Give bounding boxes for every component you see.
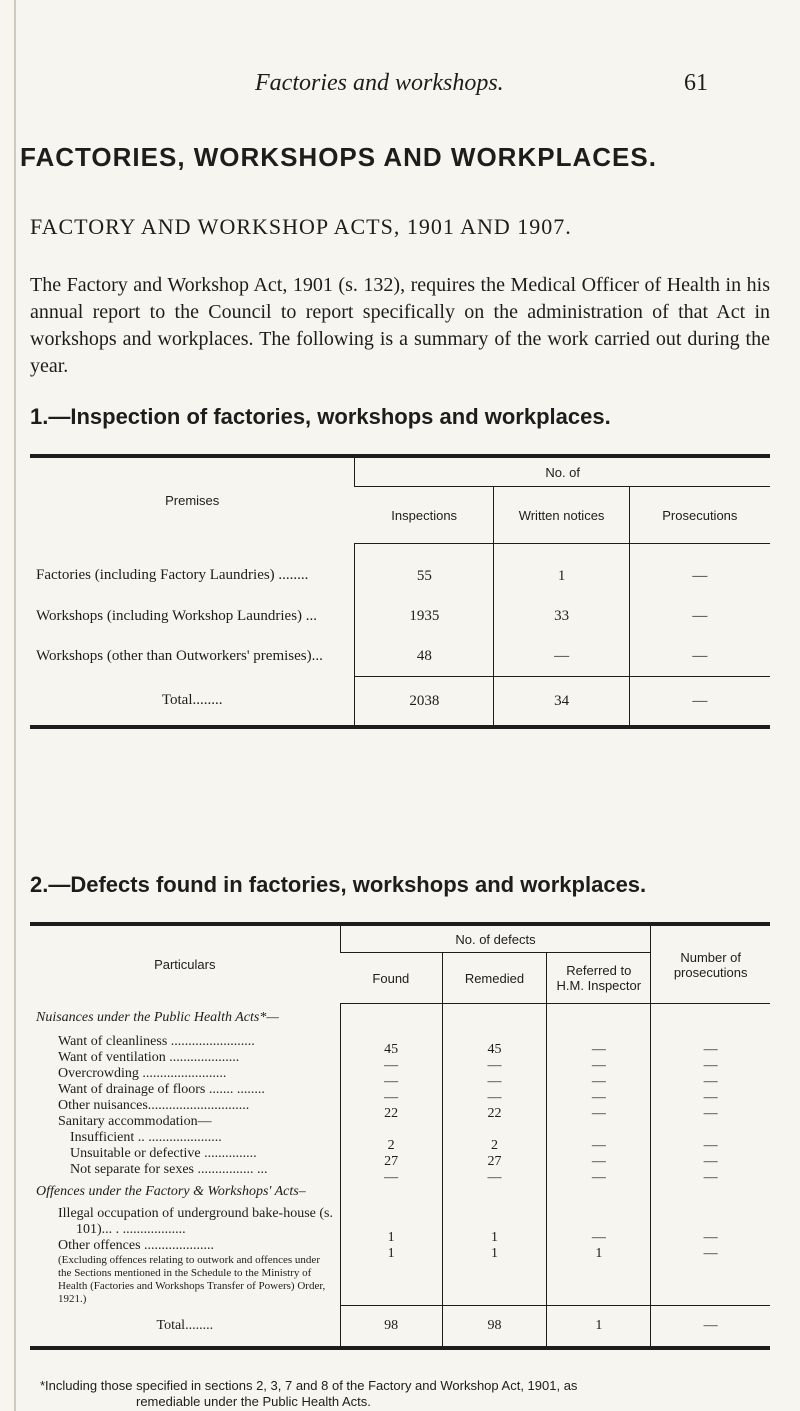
remedied-column bbox=[442, 1004, 547, 1306]
section2-heading: 2.—Defects found in factories, workshops and workplaces. bbox=[30, 872, 647, 897]
particulars-header: Particulars bbox=[154, 957, 216, 973]
total-row bbox=[30, 1306, 770, 1349]
particulars-column bbox=[30, 1004, 340, 1306]
number-of-prosecutions-header: Number of prosecutions bbox=[651, 924, 770, 1004]
no-of-defects-header: No. of defects bbox=[340, 924, 651, 953]
list-item: Want of drainage of floors ....... ........ bbox=[58, 1081, 265, 1097]
found-value: 1 bbox=[387, 1230, 395, 1245]
list-item: Sanitary accommodation— bbox=[58, 1113, 212, 1129]
row-label: Workshops (other than Outworkers' premises)... bbox=[36, 647, 323, 664]
remedied-value: 22 bbox=[487, 1106, 502, 1121]
referred-value: — bbox=[591, 1106, 606, 1121]
list-item: Illegal occupation of underground bake-house (s. 101)... . .................. bbox=[58, 1205, 333, 1237]
referred-value: — bbox=[591, 1230, 606, 1245]
referred-value: — bbox=[591, 1154, 606, 1169]
group-heading: Nuisances under the Public Health Acts*— bbox=[36, 1009, 279, 1025]
remedied-value: 1 bbox=[490, 1246, 498, 1261]
found-header: Found bbox=[340, 953, 442, 1004]
no-of-header: No. of bbox=[355, 456, 770, 487]
total-found: 98 bbox=[340, 1306, 442, 1349]
table-row bbox=[30, 544, 770, 597]
notices-value: 1 bbox=[494, 544, 629, 597]
prosecutions-value: — bbox=[703, 1090, 718, 1105]
notices-value: — bbox=[494, 636, 629, 677]
inspections-value: 48 bbox=[355, 636, 494, 677]
remedied-value: 2 bbox=[490, 1138, 498, 1153]
total-remedied: 98 bbox=[442, 1306, 547, 1349]
page-number: 61 bbox=[684, 70, 708, 96]
prosecutions-header: Prosecutions bbox=[629, 487, 770, 544]
found-column bbox=[340, 1004, 442, 1306]
list-item: Not separate for sexes ................ ... bbox=[70, 1161, 268, 1177]
prosecutions-value: — bbox=[703, 1106, 718, 1121]
remedied-value: 45 bbox=[487, 1042, 502, 1057]
prosecutions-value: — bbox=[703, 1154, 718, 1169]
prosecutions-value: — bbox=[703, 1138, 718, 1153]
prosecutions-value: — bbox=[703, 1074, 718, 1089]
total-notices: 34 bbox=[494, 677, 629, 728]
inspections-value: 1935 bbox=[355, 596, 494, 636]
table-row bbox=[30, 596, 770, 636]
running-title: Factories and workshops. bbox=[255, 70, 504, 96]
prosecutions-column bbox=[651, 1004, 770, 1306]
found-value: — bbox=[384, 1170, 399, 1185]
referred-value: — bbox=[591, 1138, 606, 1153]
list-item: Unsuitable or defective ............... bbox=[70, 1145, 257, 1161]
footnote bbox=[40, 1378, 780, 1410]
remedied-value: 27 bbox=[487, 1154, 502, 1169]
prosecutions-value: — bbox=[629, 636, 770, 677]
page-edge-shadow bbox=[14, 0, 16, 1411]
remedied-value: — bbox=[487, 1058, 502, 1073]
remedied-value: — bbox=[487, 1170, 502, 1185]
inspection-table bbox=[30, 454, 770, 729]
list-item: Other offences .................... bbox=[58, 1237, 215, 1253]
premises-header: Premises bbox=[165, 493, 220, 509]
referred-value: — bbox=[591, 1074, 606, 1089]
found-value: 45 bbox=[384, 1042, 399, 1057]
intro-paragraph: The Factory and Workshop Act, 1901 (s. 132), requires the Medical Officer of Health in his annual report to the Council to report specifically on the administration of that Act in workshops and workplaces. The following is a summary of the work carried out during the year. bbox=[30, 274, 770, 377]
main-heading: FACTORIES, WORKSHOPS AND WORKPLACES. bbox=[20, 142, 657, 172]
remedied-value: 1 bbox=[490, 1230, 498, 1245]
prosecutions-value: — bbox=[703, 1230, 718, 1245]
referred-value: — bbox=[591, 1042, 606, 1057]
footnote-line-1: *Including those specified in sections 2, 3, 7 and 8 of the Factory and Workshop Act, 1901, as bbox=[40, 1378, 578, 1393]
remedied-header: Remedied bbox=[442, 953, 547, 1004]
found-value: 2 bbox=[387, 1138, 395, 1153]
found-value: — bbox=[384, 1058, 399, 1073]
running-head bbox=[0, 70, 800, 100]
total-label: Total........ bbox=[161, 692, 223, 709]
list-item: Want of cleanliness ........................ bbox=[58, 1033, 255, 1049]
found-value: — bbox=[384, 1074, 399, 1089]
total-referred: 1 bbox=[547, 1306, 651, 1349]
list-item: Other nuisances............................. bbox=[58, 1097, 250, 1113]
notices-value: 33 bbox=[494, 596, 629, 636]
remedied-value: — bbox=[487, 1074, 502, 1089]
section1-heading: 1.—Inspection of factories, workshops and workplaces. bbox=[30, 404, 611, 429]
total-row bbox=[30, 677, 770, 728]
defects-body bbox=[30, 1004, 770, 1306]
found-value: 1 bbox=[387, 1246, 395, 1261]
referred-header: Referred to H.M. Inspector bbox=[547, 953, 651, 1004]
defects-table bbox=[30, 922, 770, 1350]
found-value: 27 bbox=[384, 1154, 399, 1169]
total-prosecutions: — bbox=[651, 1306, 770, 1349]
inspections-value: 55 bbox=[355, 544, 494, 597]
row-label: Workshops (including Workshop Laundries) ... bbox=[36, 607, 318, 624]
total-prosecutions: — bbox=[629, 677, 770, 728]
prosecutions-value: — bbox=[703, 1170, 718, 1185]
written-notices-header: Written notices bbox=[494, 487, 629, 544]
group-heading: Offences under the Factory & Workshops' Acts– bbox=[36, 1183, 306, 1199]
sub-heading: FACTORY AND WORKSHOP ACTS, 1901 AND 1907. bbox=[30, 214, 572, 239]
total-label: Total........ bbox=[156, 1317, 214, 1333]
list-item: Overcrowding ........................ bbox=[58, 1065, 227, 1081]
list-item: Insufficient .. ..................... bbox=[70, 1129, 222, 1145]
list-item: Want of ventilation .................... bbox=[58, 1049, 240, 1065]
prosecutions-value: — bbox=[629, 596, 770, 636]
prosecutions-value: — bbox=[703, 1246, 718, 1261]
found-value: — bbox=[384, 1090, 399, 1105]
referred-value: 1 bbox=[595, 1246, 603, 1261]
referred-value: — bbox=[591, 1058, 606, 1073]
prosecutions-value: — bbox=[629, 544, 770, 597]
footnote-line-2: remediable under the Public Health Acts. bbox=[136, 1394, 371, 1409]
prosecutions-value: — bbox=[703, 1058, 718, 1073]
table-row bbox=[30, 636, 770, 677]
remedied-value: — bbox=[487, 1090, 502, 1105]
found-value: 22 bbox=[384, 1106, 399, 1121]
inspections-header: Inspections bbox=[355, 487, 494, 544]
other-offences-note: (Excluding offences relating to outwork and offences under the Sections mentioned in the Schedule to the Ministry of Health (Factories and Workshops Transfer of Powers) Order, 1921.) bbox=[58, 1253, 326, 1305]
referred-value: — bbox=[591, 1090, 606, 1105]
prosecutions-value: — bbox=[703, 1042, 718, 1057]
referred-column bbox=[547, 1004, 651, 1306]
referred-value: — bbox=[591, 1170, 606, 1185]
row-label: Factories (including Factory Laundries) ........ bbox=[36, 567, 309, 584]
total-inspections: 2038 bbox=[355, 677, 494, 728]
